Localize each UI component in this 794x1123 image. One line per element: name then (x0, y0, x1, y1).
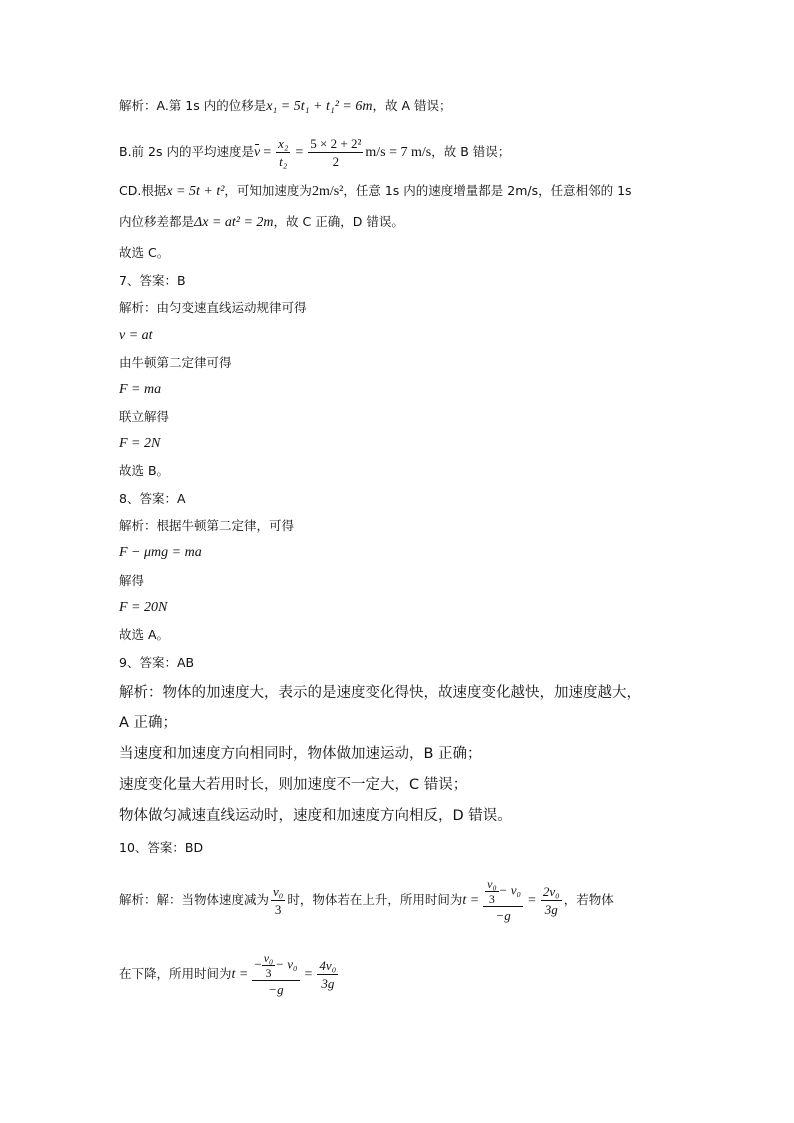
math-text: − (254, 956, 262, 972)
analysis-line: 解析：根据牛顿第二定律，可得 (119, 518, 295, 533)
analysis-line: 解得 (119, 573, 145, 588)
text: ，若物体 (563, 892, 614, 907)
text: ，可知加速度为 (224, 183, 312, 198)
math-displacement-difference: Δx = at² = 2m (194, 215, 274, 230)
analysis-line: 联立解得 (119, 409, 170, 424)
solution-10-line-a (119, 876, 614, 925)
math-text: − v₀ (275, 956, 298, 972)
answer-10-heading: 10、答案：BD (119, 840, 204, 855)
answer-7-heading: 7、答案：B (119, 273, 186, 288)
fraction-2v0-3g (541, 883, 562, 918)
fraction-denominator: −g (495, 908, 511, 923)
fraction-denominator: 3g (544, 902, 558, 917)
choice-line: 故选 B。 (119, 463, 170, 478)
fraction-numerator: v₀ (273, 884, 284, 899)
math-equation: F = ma (119, 382, 162, 397)
fraction-numerator: 5 × 2 + 2² (310, 136, 362, 151)
fraction-4v0-3g (317, 957, 338, 992)
text: B.前 2s 内的平均速度是 (119, 144, 254, 159)
math-acceleration: 2m/s² (311, 184, 344, 199)
fraction-denominator: t₂ (279, 154, 288, 169)
analysis-line: 由牛顿第二定律可得 (119, 355, 232, 370)
fraction-numerator: x₂ (278, 136, 289, 151)
solution-6-line-b (119, 135, 510, 170)
fraction-numerator (252, 951, 299, 981)
fraction-inner (262, 951, 276, 980)
fraction-denominator: 3g (321, 976, 335, 991)
math-result: m/s = 7 m/s (365, 145, 432, 160)
math-position-function: x = 5t + t² (166, 184, 225, 199)
analysis-line: 物体做匀减速直线运动时，速度和加速度方向相反，D 错误。 (119, 808, 512, 824)
answer-8-heading: 8、答案：A (119, 491, 186, 506)
math-equation: F − μmg = ma (119, 545, 202, 560)
analysis-line: 解析：由匀变速直线运动规律可得 (119, 300, 307, 315)
math-t: t = (462, 893, 480, 908)
text: 内位移差都是 (119, 214, 195, 229)
fraction-numerator (483, 877, 523, 907)
analysis-line: A 正确； (119, 715, 178, 731)
fraction-denominator: 3 (488, 892, 495, 906)
text: 解析：A.第 1s 内的位移是 (119, 98, 267, 113)
text: 解析：解：当物体速度减为 (119, 892, 270, 907)
text: 在下降，所用时间为 (119, 966, 232, 981)
text: ，故 B 错误； (431, 144, 511, 159)
math-t: t = (231, 967, 249, 982)
fraction-denominator: 3 (265, 966, 272, 980)
solution-10-line-b (119, 950, 340, 999)
math-equals: = (263, 145, 272, 160)
choice-line: 故选 A。 (119, 627, 170, 642)
fraction-denominator: 3 (274, 902, 282, 917)
text: ，故 C 正确，D 错误。 (273, 214, 404, 229)
text: ，故 A 错误； (372, 98, 452, 113)
fraction-x2-t2 (276, 135, 290, 170)
fraction-numerator: v₀ (487, 877, 497, 891)
fraction-calc (308, 135, 363, 170)
fraction-v0-3 (271, 883, 285, 918)
solution-6-line-a (119, 96, 451, 117)
text: 时，物体若在上升，所用时间为 (287, 892, 463, 907)
math-equals: = (527, 893, 536, 908)
fraction-inner (485, 877, 499, 906)
math-equation: F = 2N (119, 436, 161, 451)
text: CD.根据 (119, 183, 167, 198)
math-equation: F = 20N (119, 600, 168, 615)
solution-6-line-c (119, 181, 632, 202)
math-equation: v = at (119, 328, 153, 343)
math-displacement: x₁ = 5t₁ + t₁² = 6m (266, 99, 373, 114)
math-text: − v₀ (498, 882, 521, 898)
fraction-numerator: 2v₀ (542, 884, 560, 899)
fraction-numerator: 4v₀ (319, 958, 337, 973)
analysis-line: 当速度和加速度方向相同时，物体做加速运动，B 正确； (119, 746, 482, 762)
analysis-line: 速度变化量大若用时长，则加速度不一定大，C 错误； (119, 777, 468, 793)
math-average-velocity: v (254, 143, 260, 163)
analysis-line: 解析：物体的加速度大，表示的是速度变化得快，故速度变化越快，加速度越大， (119, 685, 641, 701)
solution-6-line-d (119, 212, 404, 233)
choice-line: 故选 C。 (119, 245, 170, 260)
math-equals: = (295, 145, 304, 160)
fraction-denominator: 2 (332, 154, 340, 169)
fraction-denominator: −g (268, 982, 284, 997)
text: ，任意 1s 内的速度增量都是 2m/s，任意相邻的 1s (343, 183, 632, 198)
fraction-numerator: v₀ (263, 951, 274, 965)
answer-9-heading: 9、答案：AB (119, 655, 195, 670)
fraction-time-falling (252, 951, 299, 998)
fraction-time-rising (483, 877, 523, 924)
math-equals: = (304, 967, 313, 982)
